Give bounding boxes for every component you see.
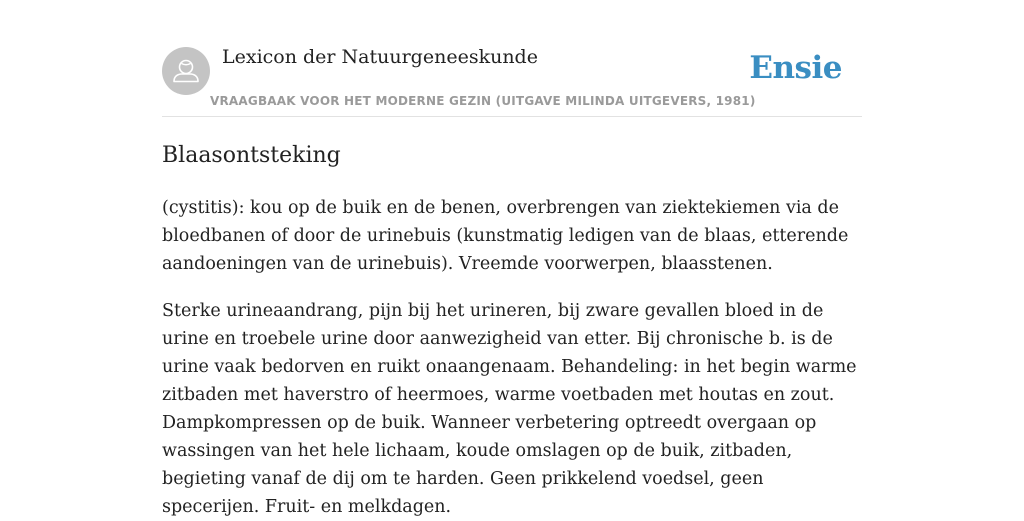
source-subtitle: VRAAGBAAK VOOR HET MODERNE GEZIN (UITGAVE MILINDA UITGEVERS, 1981) xyxy=(210,94,756,108)
entry-body xyxy=(162,194,862,521)
source-title[interactable]: Lexicon der Natuurgeneeskunde xyxy=(222,46,538,68)
page xyxy=(162,0,862,521)
user-icon xyxy=(162,47,210,95)
source-header xyxy=(162,0,862,117)
entry-paragraph-2: Sterke urineaandrang, pijn bij het urineren, bij zware gevallen bloed in de urine en troebele urine door aanwezigheid van etter. Bij chronische b. is de urine vaak bedorven en ruikt onaangenaam. Behandeling: in het begin warme zitbaden met haverstro of heermoes, warme voetbaden met houtas en zout. Dampkompressen op de buik. Wanneer verbetering optreedt overgaan op wassingen van het hele lichaam, koude omslagen op de buik, zitbaden, begieting vanaf de dij om te harden. Geen prikkelend voedsel, geen specerijen. Fruit- en melkdagen. xyxy=(162,301,857,517)
entry-paragraph-1: (cystitis): kou op de buik en de benen, overbrengen van ziektekiemen via de bloedbanen of door de urinebuis (kunstmatig ledigen van de blaas, etterende aandoeningen van de urinebuis). Vreemde voorwerpen, blaasstenen. xyxy=(162,198,849,274)
entry-title: Blaasontsteking xyxy=(162,143,341,168)
source-avatar[interactable] xyxy=(162,47,210,95)
ensie-logo[interactable]: Ensie xyxy=(749,50,842,86)
